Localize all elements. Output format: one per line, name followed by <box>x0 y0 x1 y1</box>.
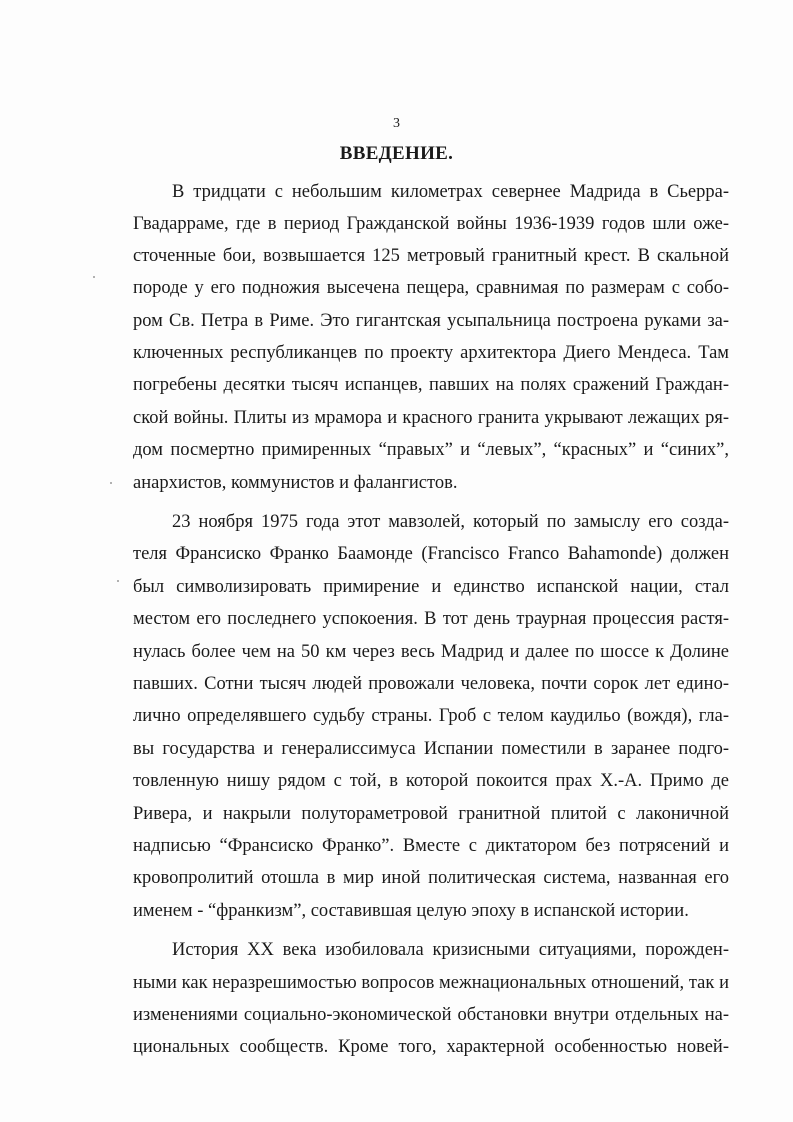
paragraph-line: ской войны. Плиты из мрамора и красного гранита укрывают лежащих ря- <box>133 408 729 428</box>
paragraph-line: надписью “Франсиско Франко”. Вместе с диктатором без потрясений и <box>133 836 729 856</box>
paragraph-line: ключенных республиканцев по проекту архитектора Диего Мендеса. Там <box>133 343 729 363</box>
paragraph-line: теля Франсиско Франко Баамонде (Francisco Franco Bahamonde) должен <box>133 544 729 564</box>
paragraph-line: Ривера, и накрыли полутораметровой гранитной плитой с лаконичной <box>133 804 729 824</box>
paragraph-line: ром Св. Петра в Риме. Это гигантская усыпальница построена руками за- <box>133 311 729 331</box>
scan-speck <box>93 276 95 278</box>
paragraph-line: местом его последнего успокоения. В тот день траурная процессия растя- <box>133 609 729 629</box>
paragraph-line: вы государства и генералиссимуса Испании поместили в заранее подго- <box>133 739 729 759</box>
scan-speck <box>110 482 112 484</box>
paragraph-line: нулась более чем на 50 км через весь Мадрид и далее по шоссе к Долине <box>133 642 729 662</box>
paragraph-line: был символизировать примирение и единство испанской нации, стал <box>133 577 729 597</box>
paragraph-line: ными как неразрешимостью вопросов межнациональных отношений, так и <box>133 973 729 993</box>
paragraph-line: изменениями социально-экономической обстановки внутри отдельных на- <box>133 1005 729 1025</box>
paragraph-line: История XX века изобиловала кризисными ситуациями, порожден- <box>172 940 729 960</box>
paragraph-line: лично определявшего судьбу страны. Гроб с телом каудильо (вождя), гла- <box>133 706 729 726</box>
paragraph-line: сточенные бои, возвышается 125 метровый гранитный крест. В скальной <box>133 246 729 266</box>
paragraph-line: товленную нишу рядом с той, в которой покоится прах Х.-А. Примо де <box>133 771 729 791</box>
paragraph-line: погребены десятки тысяч испанцев, павших на полях сражений Граждан- <box>133 375 729 395</box>
chapter-heading: ВВЕДЕНИЕ. <box>339 143 454 164</box>
page-number: 3 <box>393 116 400 131</box>
paragraph-line: именем - “франкизм”, составившая целую эпоху в испанской истории. <box>133 901 689 921</box>
scan-speck <box>117 580 119 582</box>
paragraph-line: Гвадарраме, где в период Гражданской войны 1936-1939 годов шли оже- <box>133 214 729 234</box>
paragraph-line: кровопролитий отошла в мир иной политическая система, названная его <box>133 868 729 888</box>
paragraph-line: анархистов, коммунистов и фалангистов. <box>133 473 458 493</box>
paragraph-line: 23 ноября 1975 года этот мавзолей, который по замыслу его созда- <box>172 512 729 532</box>
paragraph-line: дом посмертно примиренных “правых” и “левых”, “красных” и “синих”, <box>133 440 729 460</box>
paragraph-line: породе у его подножия высечена пещера, сравнимая по размерам с собо- <box>133 278 729 298</box>
paragraph-line: циональных сообществ. Кроме того, характерной особенностью новей- <box>133 1037 729 1057</box>
paragraph-line: павших. Сотни тысяч людей провожали человека, почти сорок лет едино- <box>133 674 729 694</box>
paragraph-line: В тридцати с небольшим километрах севернее Мадрида в Сьерра- <box>172 182 729 202</box>
